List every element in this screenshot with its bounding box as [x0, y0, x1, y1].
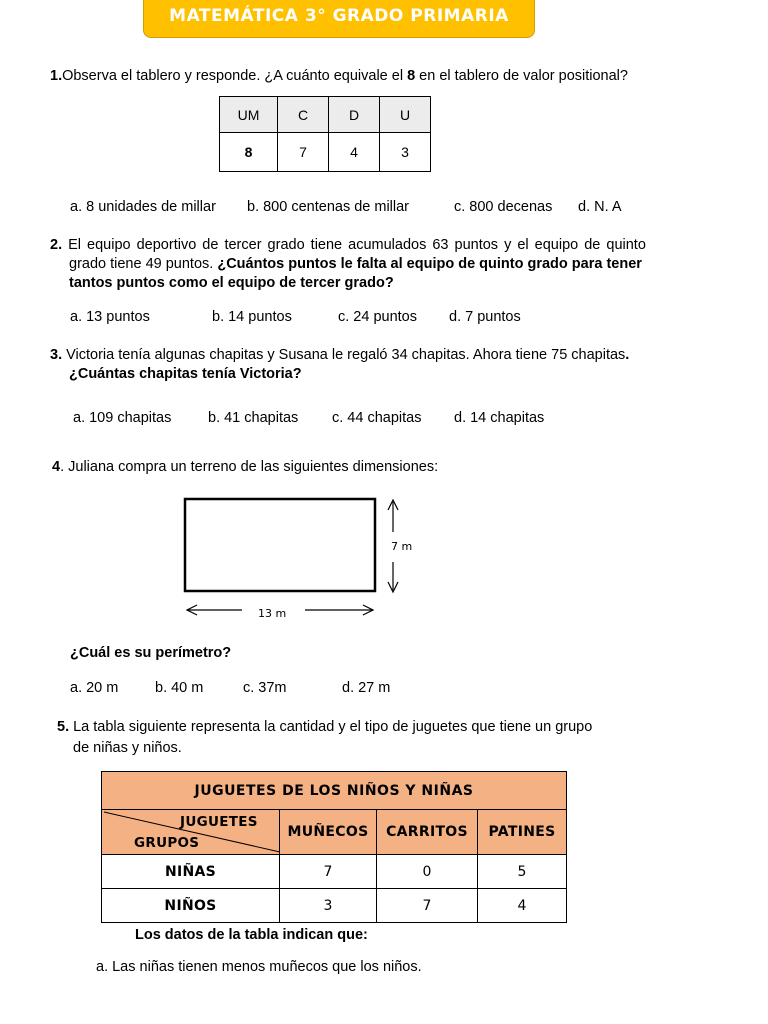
question-1-bold-digit: 8: [407, 68, 416, 84]
question-5-question: [135, 926, 368, 945]
col-header-patines: PATINES: [478, 810, 567, 855]
question-5-line-1: [57, 718, 592, 737]
q3-option-a[interactable]: a. 109 chapitas: [73, 410, 172, 426]
q3-option-b[interactable]: b. 41 chapitas: [208, 410, 299, 426]
question-4-text: . Juliana compra un terreno de las siguientes dimensiones:: [60, 459, 439, 475]
question-3-number: 3.: [50, 347, 63, 363]
pv-header-um: UM: [220, 97, 278, 133]
corner-label-juguetes: JUGUETES: [180, 814, 258, 830]
place-value-table: [219, 96, 431, 172]
q2-option-a[interactable]: a. 13 puntos: [70, 309, 150, 325]
rectangle-diagram: [170, 490, 430, 630]
question-2-line-1: [50, 236, 646, 255]
question-4-number: 4: [52, 459, 61, 475]
height-label: 7 m: [391, 540, 413, 553]
cell-ninos-patines: 4: [478, 889, 567, 923]
question-3-question: ¿Cuántas chapitas tenía Victoria?: [69, 366, 302, 382]
question-5-text: La tabla siguiente representa la cantidad y el tipo de juguetes que tiene un grupo: [69, 719, 593, 735]
question-3-period: .: [625, 347, 630, 363]
question-1-number: 1.: [50, 68, 63, 84]
row-header-ninos: NIÑOS: [102, 889, 280, 923]
terrain-rectangle: [185, 499, 375, 591]
pv-value-c: 7: [278, 133, 329, 172]
pv-header-c: C: [278, 97, 329, 133]
question-4-question: [70, 644, 231, 663]
col-header-munecos: MUÑECOS: [280, 810, 377, 855]
question-1: [50, 67, 628, 86]
toys-table-corner: [102, 810, 280, 855]
cell-ninas-carritos: 0: [377, 855, 478, 889]
question-3-line-1: [50, 346, 629, 365]
row-header-ninas: NIÑAS: [102, 855, 280, 889]
cell-ninas-patines: 5: [478, 855, 567, 889]
pv-value-um: 8: [220, 133, 278, 172]
question-5-line-2: [73, 739, 182, 758]
q2-option-b[interactable]: b. 14 puntos: [212, 309, 292, 325]
pv-value-u: 3: [380, 133, 431, 172]
cell-ninos-munecos: 3: [280, 889, 377, 923]
question-2-question: ¿Cuántos puntos le falta al equipo de quinto grado para tener: [217, 256, 642, 272]
q4-option-b[interactable]: b. 40 m: [155, 680, 204, 696]
q4-option-c[interactable]: c. 37m: [243, 680, 287, 696]
q1-option-d[interactable]: d. N. A: [578, 199, 622, 215]
corner-label-grupos: GRUPOS: [134, 835, 200, 851]
col-header-carritos: CARRITOS: [377, 810, 478, 855]
question-3-line-2: [69, 365, 302, 384]
question-4: [52, 458, 438, 477]
cell-ninos-carritos: 7: [377, 889, 478, 923]
width-label: 13 m: [258, 607, 287, 620]
q2-option-c[interactable]: c. 24 puntos: [338, 309, 417, 325]
q1-option-a[interactable]: a. 8 unidades de millar: [70, 199, 216, 215]
cell-ninas-munecos: 7: [280, 855, 377, 889]
question-2-text: El equipo deportivo de tercer grado tiene acumulados 63 puntos y el equipo de quinto: [68, 237, 646, 253]
question-5-number: 5.: [57, 719, 70, 735]
title-banner: [143, 0, 535, 38]
question-1-text-end: en el tablero de valor positional?: [415, 68, 628, 84]
page-title: MATEMÁTICA 3° GRADO PRIMARIA: [169, 6, 509, 26]
question-3-text: Victoria tenía algunas chapitas y Susana le regaló 34 chapitas. Ahora tiene 75 chapitas: [66, 347, 626, 363]
question-4-question-text: ¿Cuál es su perímetro?: [70, 645, 232, 661]
q5-option-a[interactable]: a. Las niñas tienen menos muñecos que los niños.: [96, 959, 422, 975]
q4-option-a[interactable]: a. 20 m: [70, 680, 119, 696]
question-2-line-3: [69, 274, 394, 293]
question-2-text-2: grado tiene 49 puntos.: [69, 256, 218, 272]
pv-header-u: U: [380, 97, 431, 133]
toys-table: [101, 771, 567, 923]
toys-table-title: JUGUETES DE LOS NIÑOS Y NIÑAS: [102, 772, 567, 810]
question-5-text-2: de niñas y niños.: [73, 740, 182, 756]
question-1-text: Observa el tablero y responde. ¿A cuánto equivale el: [62, 68, 408, 84]
q3-option-d[interactable]: d. 14 chapitas: [454, 410, 545, 426]
question-2-number: 2.: [50, 237, 63, 253]
pv-value-d: 4: [329, 133, 380, 172]
q4-option-d[interactable]: d. 27 m: [342, 680, 391, 696]
q3-option-c[interactable]: c. 44 chapitas: [332, 410, 422, 426]
q1-option-c[interactable]: c. 800 decenas: [454, 199, 553, 215]
q1-option-b[interactable]: b. 800 centenas de millar: [247, 199, 410, 215]
question-2-question-end: tantos puntos como el equipo de tercer grado?: [69, 275, 394, 291]
question-5-question-text: Los datos de la tabla indican que:: [135, 927, 368, 943]
pv-header-d: D: [329, 97, 380, 133]
q2-option-d[interactable]: d. 7 puntos: [449, 309, 521, 325]
question-2-line-2: [69, 255, 642, 274]
